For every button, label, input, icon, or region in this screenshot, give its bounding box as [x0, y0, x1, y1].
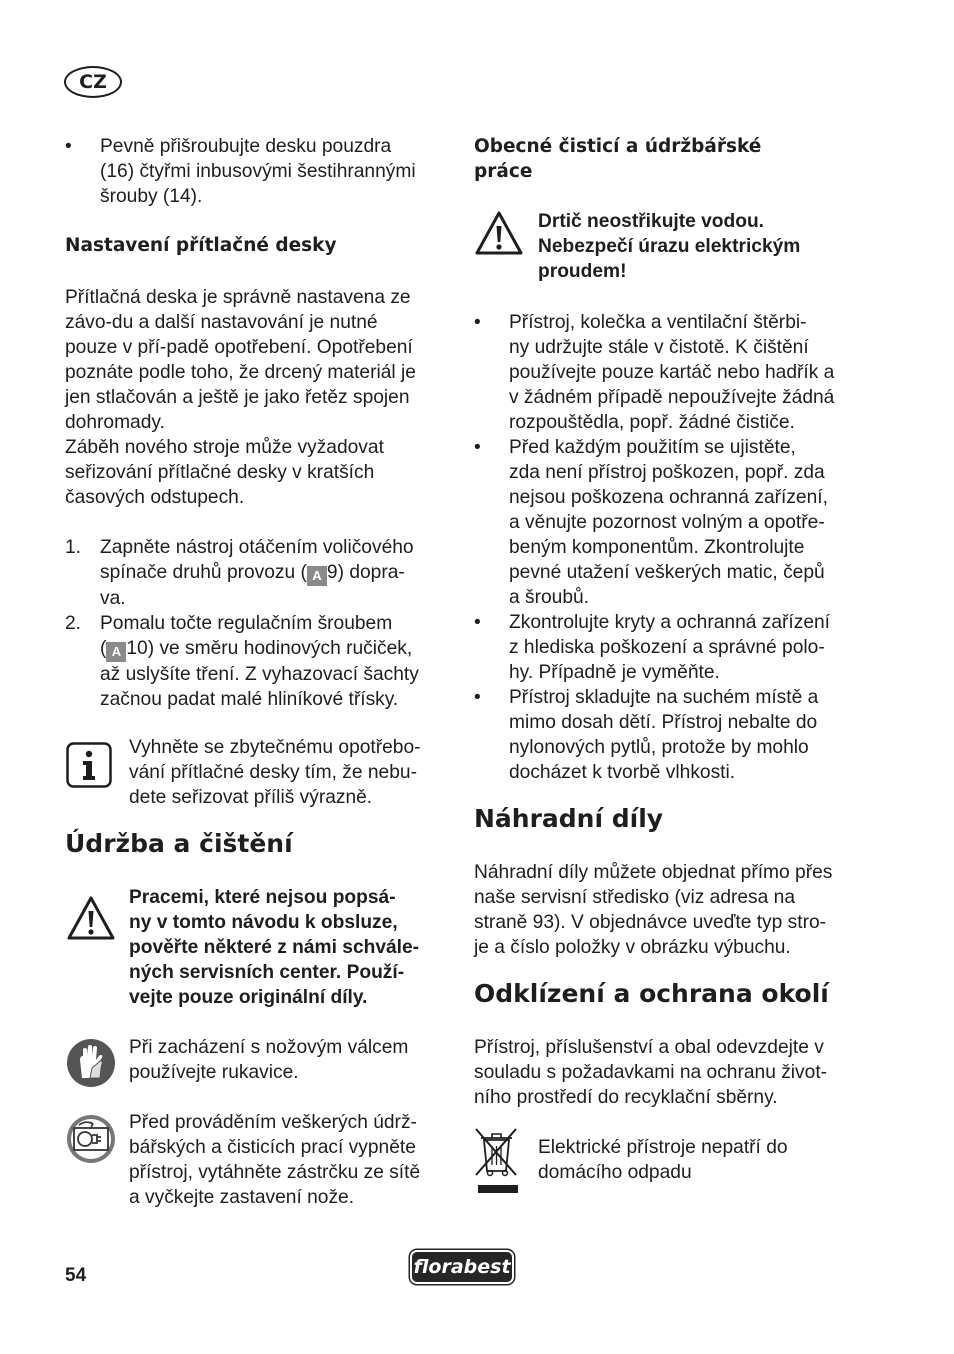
text-line: Obecné čisticí a údržbářské — [474, 136, 762, 157]
text-line: Přístroj skladujte na suchém místě a — [509, 687, 819, 708]
bullet-symbol: • — [474, 612, 481, 633]
text-line: Elektrické přístroje nepatří do — [538, 1137, 788, 1158]
text-line: Záběh nového stroje může vyžadovat — [65, 437, 384, 458]
text-line — [100, 560, 450, 586]
text-line: Vyhněte se zbytečnému opotřebo- — [129, 737, 421, 758]
text-line: va. — [100, 588, 126, 609]
section-heading-maintenance: Údržba a čištění — [65, 829, 293, 858]
text-line: beným komponentům. Zkontrolujte — [509, 537, 805, 558]
text-line: domácího odpadu — [538, 1162, 692, 1183]
step-number: 1. — [65, 537, 82, 558]
text-line: Nebezpečí úrazu elektrickým — [538, 236, 801, 257]
gloves-icon — [66, 1038, 116, 1088]
text-line: rozpouštědla, popř. žádné čističe. — [509, 412, 795, 433]
text-line: a věnujte pozornost volným a opotře- — [509, 512, 825, 533]
text-line: používejte rukavice. — [129, 1062, 299, 1083]
text-line: a šroubů. — [509, 587, 590, 608]
section-subheading-general — [474, 134, 761, 184]
list-item — [474, 685, 874, 785]
figure-reference-badge: A — [307, 566, 327, 586]
text-line: Pomalu točte regulačním šroubem — [100, 613, 393, 634]
brand-logo: florabest — [410, 1250, 514, 1284]
text-line: dete seřizovat příliš výrazně. — [129, 787, 373, 808]
text-line: Drtič neostřikujte vodou. — [538, 211, 765, 232]
text-line: Pracemi, které nejsou popsá- — [129, 887, 396, 908]
text-line: Přístroj, kolečka a ventilační štěrbi- — [509, 312, 807, 333]
text-line: souladu s požadavkami na ochranu život- — [474, 1062, 828, 1083]
section-heading-disposal: Odklízení a ochrana okolí — [474, 979, 829, 1008]
bullet-symbol: • — [65, 136, 72, 157]
text-line: bářských a čisticích prací vypněte — [129, 1137, 416, 1158]
warning-icon — [66, 895, 116, 941]
step-item — [65, 611, 450, 712]
text-line: a vyčkejte zastavení nože. — [129, 1187, 355, 1208]
text-line: Náhradní díly můžete objednat přímo přes — [474, 862, 833, 883]
text-line: Pevně přišroubujte desku pouzdra — [100, 136, 392, 157]
text-line: až uslyšíte tření. Z vyhazovací šachty — [100, 664, 419, 685]
text-line: Přítlačná deska je správně nastavena ze — [65, 287, 411, 308]
list-item — [474, 610, 874, 685]
step-list — [65, 535, 450, 712]
text-line: pouze v pří-padě opotřebení. Opotřebení — [65, 337, 413, 358]
text-line: proudem! — [538, 261, 627, 282]
text-line: je a číslo položky v obrázku výbuchu. — [474, 937, 791, 958]
bullet-symbol: • — [474, 437, 481, 458]
unplug-note — [129, 1110, 449, 1210]
text-line: dohromady. — [65, 412, 165, 433]
text-fragment: 10) ve směru hodinových ručiček, — [126, 638, 413, 659]
step-number: 2. — [65, 613, 82, 634]
weee-crossed-bin-icon — [472, 1124, 520, 1196]
text-line: naše servisní středisko (viz adresa na — [474, 887, 795, 908]
text-line: začnou padat malé hliníkové třísky. — [100, 689, 399, 710]
unplug-icon — [66, 1114, 116, 1164]
text-line: Před každým použitím se ujistěte, — [509, 437, 796, 458]
text-line: pevné utažení veškerých matic, čepů — [509, 562, 825, 583]
text-line: ny v tomto návodu k obsluze, — [129, 912, 398, 933]
text-line: v žádném případě nepoužívejte žádná — [509, 387, 835, 408]
text-line: mimo dosah dětí. Přístroj nebalte do — [509, 712, 818, 733]
spare-parts-paragraph — [474, 860, 874, 960]
page-number: 54 — [65, 1265, 87, 1286]
section-heading-spare-parts: Náhradní díly — [474, 804, 664, 833]
text-line: straně 93). V objednávce uveďte typ stro- — [474, 912, 827, 933]
intro-bullet — [65, 134, 445, 209]
info-note — [129, 735, 449, 810]
text-line: nylonových pytlů, protože by mohlo — [509, 737, 809, 758]
text-line: ního prostředí do recyklační sběrny. — [474, 1087, 778, 1108]
warning-icon — [474, 210, 524, 256]
text-line: pověřte některé z námi schvále- — [129, 937, 420, 958]
text-line: Přístroj, příslušenství a obal odevzdejte v — [474, 1037, 824, 1058]
weee-note — [538, 1135, 868, 1185]
maintenance-warning — [129, 885, 449, 1010]
text-line: zda není přístroj poškozen, popř. zda — [509, 462, 825, 483]
text-line: časových odstupech. — [65, 487, 245, 508]
text-line: jen stlačován a ještě je jako řetěz spojen — [65, 387, 410, 408]
text-fragment: 9) dopra- — [326, 562, 405, 583]
text-line: Zapněte nástroj otáčením voličového — [100, 537, 414, 558]
info-icon — [66, 742, 112, 788]
text-fragment: ( — [100, 638, 107, 659]
step-item — [65, 535, 450, 611]
text-line: seřizování přítlačné desky v kratších — [65, 462, 375, 483]
language-badge: CZ — [64, 66, 122, 98]
text-line: práce — [474, 161, 533, 182]
list-item — [474, 435, 874, 610]
text-line: (16) čtyřmi inbusovými šestihrannými — [100, 161, 416, 182]
text-line: Při zacházení s nožovým válcem — [129, 1037, 409, 1058]
text-line: vejte pouze originální díly. — [129, 987, 368, 1008]
text-line: Před prováděním veškerých údrž- — [129, 1112, 417, 1133]
figure-reference-badge: A — [106, 642, 126, 662]
text-line: z hlediska poškození a správné polo- — [509, 637, 825, 658]
bullet-symbol: • — [474, 687, 481, 708]
gloves-note — [129, 1035, 449, 1085]
text-line: závo-du a další nastavování je nutné — [65, 312, 378, 333]
list-item — [474, 310, 874, 435]
text-line: poznáte podle toho, že drcený materiál je — [65, 362, 416, 383]
section-subheading-pressure-plate: Nastavení přítlačné desky — [65, 235, 337, 256]
text-line: hy. Případně je vyměňte. — [509, 662, 720, 683]
text-line: nejsou poškozena ochranná zařízení, — [509, 487, 828, 508]
text-line: ny udržujte stále v čistotě. K čištění — [509, 337, 809, 358]
text-line: ných servisních center. Použí- — [129, 962, 405, 983]
text-line: Zkontrolujte kryty a ochranná zařízení — [509, 612, 831, 633]
text-line: šrouby (14). — [100, 186, 203, 207]
text-line: vání přítlačné desky tím, že nebu- — [129, 762, 417, 783]
electric-warning — [538, 209, 858, 284]
pressure-plate-paragraph — [65, 285, 450, 510]
disposal-paragraph — [474, 1035, 874, 1110]
bullet-symbol: • — [474, 312, 481, 333]
text-fragment: spínače druhů provozu ( — [100, 562, 307, 583]
general-bullet-list — [474, 310, 874, 785]
text-line: docházet k tvorbě vlhkosti. — [509, 762, 736, 783]
text-line — [100, 636, 450, 662]
text-line: používejte pouze kartáč nebo hadřík a — [509, 362, 835, 383]
text-line: přístroj, vytáhněte zástrčku ze sítě — [129, 1162, 421, 1183]
